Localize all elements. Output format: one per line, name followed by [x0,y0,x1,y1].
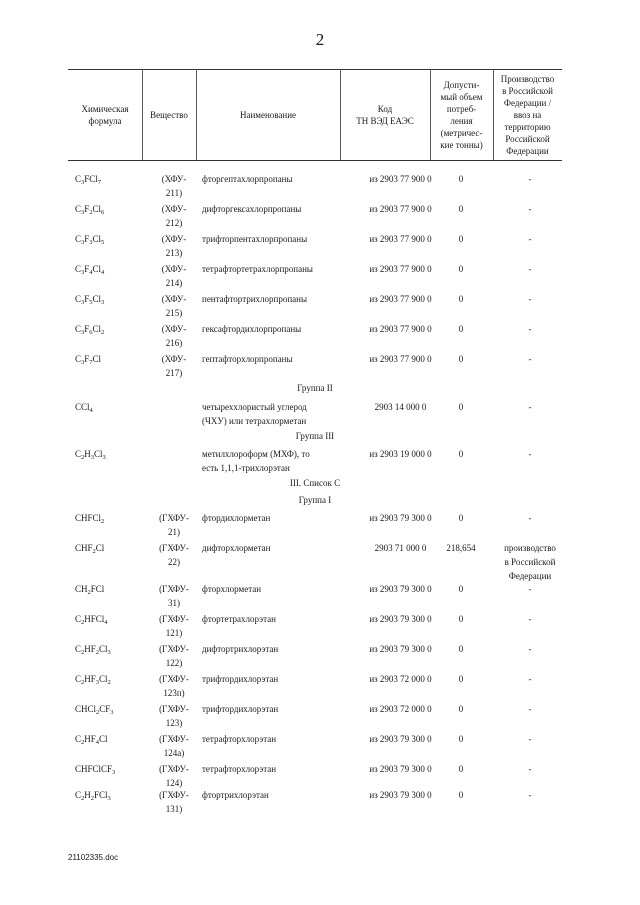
tn-ved-code: из 2903 77 900 0 [369,204,432,214]
formula-subscript: 3 [102,454,106,461]
formula-part: C [75,614,82,624]
header-production [493,69,562,160]
formula-subscript: 4 [101,269,105,276]
chemical-formula [75,232,145,246]
formula-subscript: 3 [81,299,85,306]
tn-ved-code: из 2903 77 900 0 [369,234,432,244]
formula-part: Cl [99,674,108,684]
allowed-volume: 0 [458,734,464,744]
chemical-formula [75,642,145,656]
tn-ved-code: из 2903 79 300 0 [369,584,432,594]
substance-name: дифтортрихлорэтан [202,644,279,654]
tn-ved-code: из 2903 72 000 0 [369,674,432,684]
formula-part: Cl [92,204,102,214]
substance-name: пентафтортрихлорпропаны [202,294,308,304]
substance-name: трифтордихлорэтан [202,674,279,684]
formula-subscript: 3 [101,299,105,306]
tn-ved-code: из 2903 79 300 0 [369,790,432,800]
substance-code: (ГХФУ- 123) [159,704,189,728]
production-status: - [528,174,532,184]
group-heading: Группа I [298,495,332,505]
formula-part: C [75,449,82,459]
allowed-volume: 0 [458,449,464,459]
chemical-formula [75,292,145,306]
formula-subscript: 4 [89,269,93,276]
header-code-text: Код ТН ВЭД ЕАЭС [356,103,414,126]
allowed-volume: 0 [458,234,464,244]
formula-subscript: 3 [112,769,116,776]
group-heading: Группа II [297,383,333,393]
production-status: - [528,402,532,412]
substance-code: (ГХФУ- 121) [159,614,189,638]
formula-subscript: 2 [101,329,105,336]
group-heading: Группа III [295,431,335,441]
formula-part: H [84,790,91,800]
formula-part: F [84,264,90,274]
chemical-formula [75,447,145,461]
formula-subscript: 7 [89,359,93,366]
production-status: - [528,264,532,274]
tn-ved-code: из 2903 79 300 0 [369,513,432,523]
substance-name: четыреххлористый углерод (ЧХУ) или тетрахлорметан [202,402,307,426]
substance-code: (ГХФУ- 124а) [159,734,189,758]
formula-subscript: 2 [95,649,100,656]
allowed-volume: 0 [458,402,464,412]
formula-part: F [84,354,90,364]
formula-part: Cl [92,324,102,334]
production-status: - [528,674,532,684]
formula-part: F [84,324,90,334]
header-production-text: Производство в Российской Федерации / ввоз на территорию Российской Федерации [500,73,555,156]
production-status: - [528,513,532,523]
chemical-formula [75,322,145,336]
formula-subscript: 3 [90,454,95,461]
allowed-volume: 218,654 [446,543,476,553]
production-status: - [528,294,532,304]
production-status: - [528,790,532,800]
formula-part: C [75,354,82,364]
production-status: - [528,449,532,459]
formula-subscript: 3 [81,209,85,216]
substance-name: дифторгексахлорпропаны [202,204,302,214]
formula-subscript: 4 [89,407,93,414]
production-status: - [528,644,532,654]
chemical-formula [75,702,145,716]
header-name [196,69,340,160]
formula-part: Cl [94,449,103,459]
formula-subscript: 2 [81,739,85,746]
allowed-volume: 0 [458,704,464,714]
formula-part: HF [84,644,96,654]
substance-code: (ГХФУ- 122) [159,644,189,668]
substance-code: (ГХФУ- 123п) [159,674,189,698]
chemical-formula [75,511,145,525]
formula-subscript: 2 [81,795,85,802]
formula-part: HF [84,734,96,744]
formula-part: FCl [94,790,108,800]
production-status: - [528,584,532,594]
formula-subscript: 7 [97,179,102,186]
formula-part: Cl [95,543,105,553]
formula-subscript: 3 [95,679,100,686]
substance-name: фтортетрахлорэтан [202,614,276,624]
formula-subscript: 3 [107,649,111,656]
formula-subscript: 4 [104,619,108,626]
formula-part: CHFClCF [75,764,113,774]
formula-subscript: 4 [95,739,100,746]
chemical-formula [75,202,145,216]
formula-part: CCl [75,402,90,412]
substance-name: метилхлороформ (МХФ), то есть 1,1,1-трихлорэтан [202,449,310,473]
formula-part: F [84,204,90,214]
page-number: 2 [315,30,325,49]
formula-subscript: 2 [87,589,91,596]
substance-code: (ГХФУ- 22) [159,543,189,567]
formula-part: C [75,264,82,274]
formula-part: HF [84,674,96,684]
document-filename: 21102335.doc [68,853,119,862]
allowed-volume: 0 [458,294,464,304]
formula-subscript: 2 [81,649,85,656]
production-status: - [528,764,532,774]
chemical-formula [75,788,145,802]
header-formula [68,69,142,160]
formula-part: H [84,449,91,459]
formula-part: CHFCl [75,513,102,523]
formula-subscript: 3 [81,329,85,336]
tn-ved-code: из 2903 77 900 0 [369,354,432,364]
tn-ved-code: из 2903 77 900 0 [369,324,432,334]
formula-subscript: 6 [89,329,93,336]
substance-name: фторхлорметан [202,584,262,594]
formula-subscript: 3 [107,795,111,802]
formula-part: Cl [99,644,108,654]
header-code [340,69,430,160]
formula-subscript: 2 [92,548,96,555]
allowed-volume: 0 [458,354,464,364]
header-substance [142,69,196,160]
formula-part: Cl [92,354,102,364]
allowed-volume: 0 [458,204,464,214]
formula-subscript: 2 [101,518,105,525]
formula-part: Cl [99,734,108,744]
formula-part: FCl [84,174,98,184]
formula-subscript: 2 [107,679,111,686]
formula-subscript: 3 [81,239,85,246]
formula-subscript: 2 [90,795,95,802]
formula-subscript: 2 [96,709,100,716]
formula-part: C [75,790,82,800]
formula-subscript: 3 [81,359,85,366]
allowed-volume: 0 [458,674,464,684]
allowed-volume: 0 [458,513,464,523]
formula-subscript: 3 [89,239,93,246]
chemical-formula [75,262,145,276]
formula-part: F [84,234,90,244]
substance-code: (ГХФУ- 31) [159,584,189,608]
tn-ved-code: 2903 14 000 0 [374,402,427,412]
formula-part: C [75,234,82,244]
substance-name: фторгептахлорпропаны [202,174,293,184]
formula-subscript: 6 [101,209,105,216]
formula-part: C [75,644,82,654]
formula-part: CHF [75,543,93,553]
tn-ved-code: из 2903 79 300 0 [369,764,432,774]
tn-ved-code: из 2903 79 300 0 [369,734,432,744]
header-bottom-rule [68,160,562,161]
formula-part: CHCl [75,704,97,714]
formula-part: Cl [92,264,102,274]
substance-name: тетрафторхлорэтан [202,764,277,774]
chemical-formula [75,732,145,746]
header-volume [430,69,493,160]
substance-code: (ХФУ- 217) [161,354,187,378]
substance-name: тетрафторхлорэтан [202,734,277,744]
header-name-text: Наименование [239,109,297,120]
chemical-formula [75,582,145,596]
formula-subscript: 3 [81,269,85,276]
substance-code: (ХФУ- 215) [161,294,187,318]
substance-code: (ХФУ- 211) [161,174,187,198]
header-formula-text: Химическая формула [81,103,129,126]
tn-ved-code: из 2903 77 900 0 [369,174,432,184]
tn-ved-code: из 2903 79 300 0 [369,644,432,654]
tn-ved-code: из 2903 19 000 0 [369,449,432,459]
formula-part: Cl [92,234,102,244]
allowed-volume: 0 [458,764,464,774]
production-status: - [528,704,532,714]
allowed-volume: 0 [458,324,464,334]
chemical-formula [75,541,145,555]
formula-part: Cl [92,294,102,304]
formula-part: FCl [90,584,105,594]
allowed-volume: 0 [458,174,464,184]
tn-ved-code: из 2903 77 900 0 [369,294,432,304]
formula-part: C [75,324,82,334]
allowed-volume: 0 [458,584,464,594]
formula-subscript: 2 [81,679,85,686]
allowed-volume: 0 [458,644,464,654]
chemical-formula [75,400,145,414]
allowed-volume: 0 [458,264,464,274]
substance-name: трифтордихлорэтан [202,704,279,714]
production-status: - [528,204,532,214]
substance-name: тетрафтортетрахлорпропаны [202,264,313,274]
formula-part: C [75,294,82,304]
substance-code: (ХФУ- 213) [161,234,187,258]
substance-name: гептафторхлорпропаны [202,354,293,364]
tn-ved-code: 2903 71 000 0 [374,543,427,553]
allowed-volume: 0 [458,790,464,800]
header-substance-text: Вещество [150,109,188,120]
formula-part: C [75,734,82,744]
substance-code: (ГХФУ- 131) [159,790,189,814]
formula-subscript: 3 [110,709,114,716]
production-status: - [528,614,532,624]
chemical-formula [75,352,145,366]
substance-code: (ГХФУ- 124) [159,764,189,788]
formula-subscript: 5 [89,299,93,306]
allowed-volume: 0 [458,614,464,624]
substance-code: (ХФУ- 216) [161,324,187,348]
substance-name: трифторпентахлорпропаны [202,234,308,244]
substance-name: дифторхлорметан [202,543,271,553]
production-status: - [528,734,532,744]
substance-name: фтортрихлорэтан [202,790,269,800]
formula-part: CH [75,584,88,594]
formula-part: C [75,674,82,684]
header-volume-text: Допусти- мый объем потреб- ления (метричес- кие тонны) [440,79,483,150]
tn-ved-code: из 2903 77 900 0 [369,264,432,274]
tn-ved-code: из 2903 72 000 0 [369,704,432,714]
group-heading: III. Список С [289,478,341,488]
formula-part: F [84,294,90,304]
substance-code: (ГХФУ- 21) [159,513,189,537]
formula-subscript: 2 [89,209,93,216]
chemical-formula [75,612,145,626]
chemical-formula [75,672,145,686]
formula-subscript: 2 [81,619,85,626]
formula-subscript: 5 [101,239,105,246]
chemical-formula [75,172,145,186]
tn-ved-code: из 2903 79 300 0 [369,614,432,624]
substance-code: (ХФУ- 214) [161,264,187,288]
formula-subscript: 3 [81,179,85,186]
chemical-formula [75,762,145,776]
substance-code: (ХФУ- 212) [161,204,187,228]
production-status: - [528,354,532,364]
production-status: производство в Российской Федерации [504,543,556,581]
formula-part: CF [99,704,111,714]
formula-part: C [75,204,82,214]
formula-part: HFCl [84,614,105,624]
production-status: - [528,324,532,334]
substance-name: фтордихлорметан [202,513,271,523]
production-status: - [528,234,532,244]
formula-part: C [75,174,82,184]
formula-subscript: 2 [81,454,85,461]
substance-name: гексафтордихлорпропаны [202,324,302,334]
